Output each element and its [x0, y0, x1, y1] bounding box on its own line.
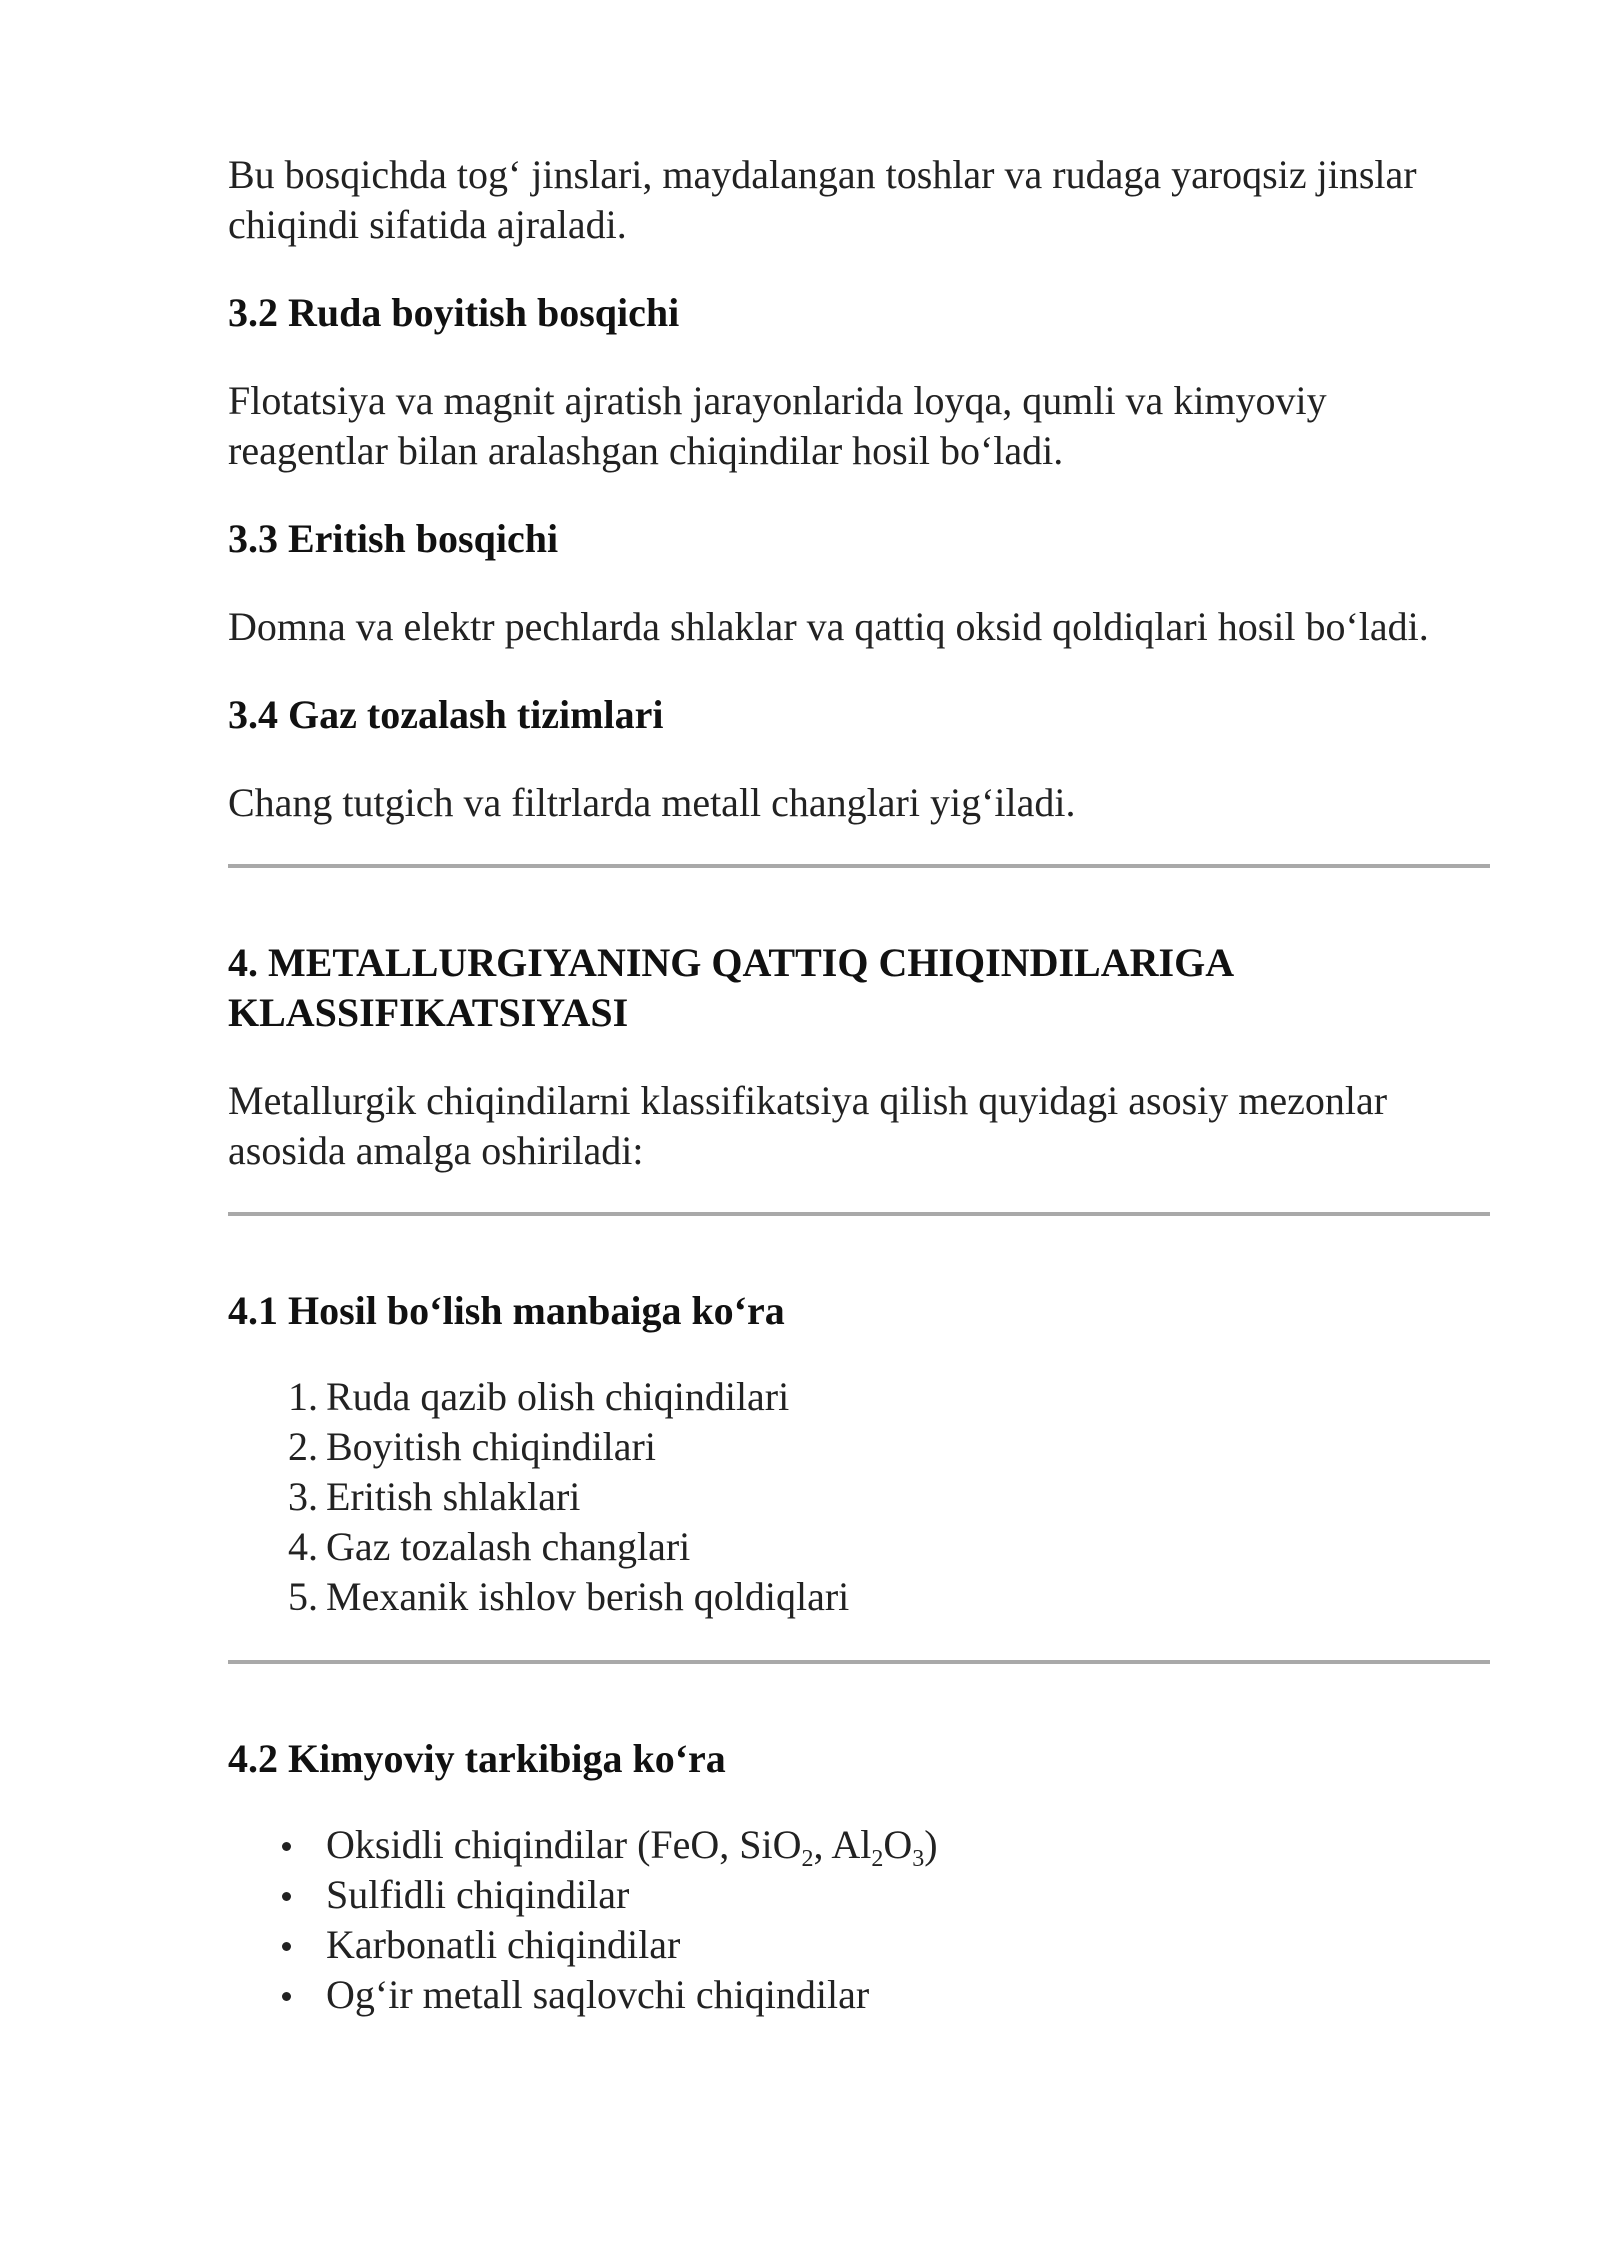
list-item [228, 1920, 1490, 1970]
composition-list [228, 1820, 1490, 2020]
bullet-icon [282, 1842, 291, 1851]
list-number: 2. [288, 1424, 318, 1469]
list-number: 4. [288, 1524, 318, 1569]
list-item [228, 1422, 1490, 1472]
paragraph-3-2: Flotatsiya va magnit ajratish jarayonlarida loyqa, qumli va kimyoviy reagentlar bilan aralashgan chiqindilar hosil bo‘ladi. [228, 378, 1327, 473]
bullet-icon [282, 1942, 291, 1951]
list-item-text: Ruda qazib olish chiqindilari [326, 1374, 790, 1419]
list-item [228, 1970, 1490, 2020]
list-item [228, 1372, 1490, 1422]
source-list [228, 1372, 1490, 1622]
section-4-title: 4. METALLURGIYANING QATTIQ CHIQINDILARIGA KLASSIFIKATSIYASI [228, 940, 1232, 1035]
list-item-text: Og‘ir metall saqlovchi chiqindilar [326, 1972, 870, 2017]
list-item-text: Gaz tozalash changlari [326, 1524, 691, 1569]
list-item-text: Mexanik ishlov berish qoldiqlari [326, 1574, 850, 1619]
heading-4-2: 4.2 Kimyoviy tarkibiga ko‘ra [228, 1736, 726, 1781]
list-number: 3. [288, 1474, 318, 1519]
list-item-text: Eritish shlaklari [326, 1474, 581, 1519]
list-item [228, 1472, 1490, 1522]
list-item-text: Oksidli chiqindilar (FeO, SiO$_2$, $Al_2O_3$) [326, 1822, 938, 1872]
heading-4-1: 4.1 Hosil bo‘lish manbaiga ko‘ra [228, 1288, 785, 1333]
paragraph-3-4: Chang tutgich va filtrlarda metall changlari yig‘iladi. [228, 780, 1076, 825]
list-item [228, 1522, 1490, 1572]
paragraph-intro: Bu bosqichda tog‘ jinslari, maydalangan toshlar va rudaga yaroqsiz jinslar chiqindi sifatida ajraladi. [228, 152, 1417, 247]
list-number: 5. [288, 1574, 318, 1619]
list-item-text: Karbonatli chiqindilar [326, 1922, 681, 1967]
list-number: 1. [288, 1374, 318, 1419]
list-item-text: Boyitish chiqindilari [326, 1424, 656, 1469]
heading-3-3: 3.3 Eritish bosqichi [228, 516, 559, 561]
document-page [228, 150, 1490, 2020]
list-item [228, 1572, 1490, 1622]
list-item [228, 1820, 1490, 1870]
bullet-icon [282, 1992, 291, 2001]
bullet-icon [282, 1892, 291, 1901]
heading-3-4: 3.4 Gaz tozalash tizimlari [228, 692, 664, 737]
list-item-text: Sulfidli chiqindilar [326, 1872, 630, 1917]
paragraph-3-3: Domna va elektr pechlarda shlaklar va qattiq oksid qoldiqlari hosil bo‘ladi. [228, 604, 1429, 649]
list-item [228, 1870, 1490, 1920]
heading-3-2: 3.2 Ruda boyitish bosqichi [228, 290, 680, 335]
paragraph-4-intro: Metallurgik chiqindilarni klassifikatsiya qilish quyidagi asosiy mezonlar asosida amalga oshiriladi: [228, 1078, 1388, 1173]
